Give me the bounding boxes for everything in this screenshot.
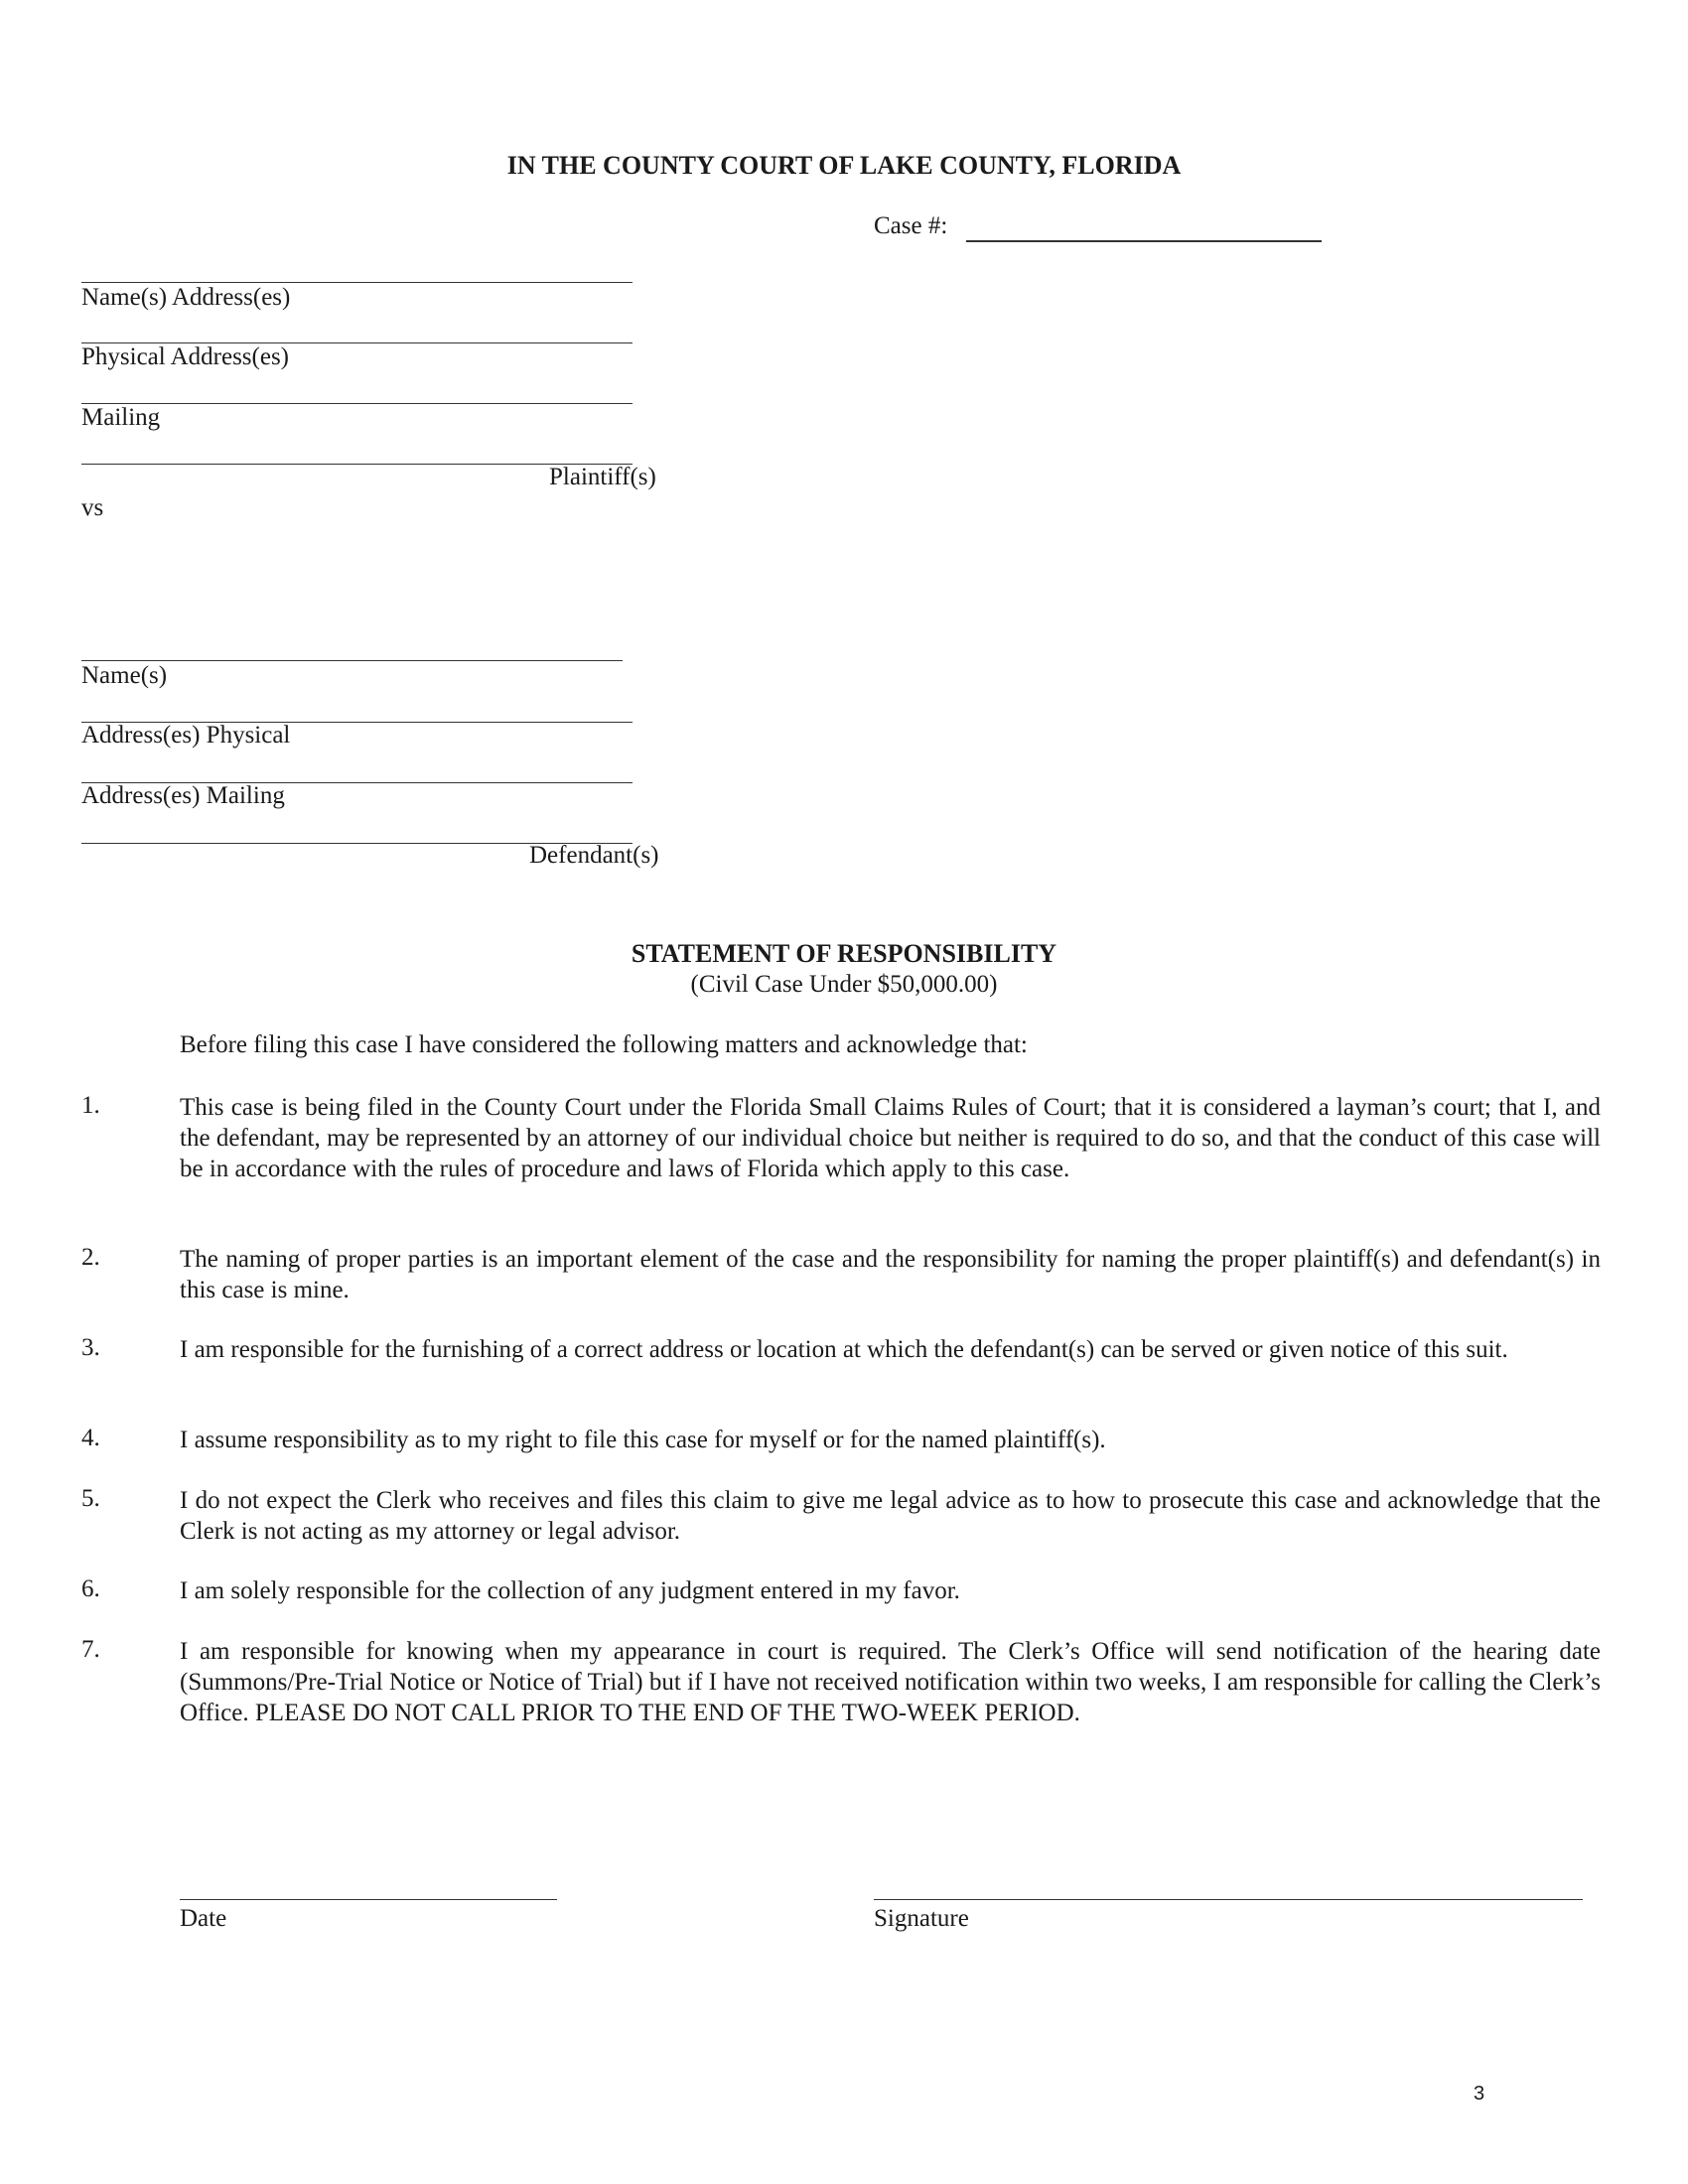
defendant-name-line[interactable] [81, 660, 623, 661]
defendant-line-label: Name(s) [81, 662, 168, 689]
item-number: 7. [81, 1636, 100, 1663]
plaintiff-name-line[interactable] [81, 282, 633, 283]
plaintiff-role-label: Plaintiff(s) [549, 464, 656, 490]
defendant-line-label: Address(es) Mailing [81, 782, 285, 809]
signature-line[interactable] [874, 1899, 1583, 1900]
statement-subtitle: (Civil Case Under $50,000.00) [690, 971, 998, 998]
date-line[interactable] [180, 1899, 557, 1900]
statement-title: STATEMENT OF RESPONSIBILITY [631, 939, 1057, 968]
date-label: Date [180, 1905, 227, 1932]
defendant-line-label: Address(es) Physical [81, 722, 291, 749]
page-number: 3 [1474, 2083, 1485, 2105]
signature-label: Signature [874, 1905, 969, 1932]
item-number: 5. [81, 1485, 100, 1512]
item-number: 6. [81, 1575, 100, 1602]
plaintiff-line-label: Mailing [81, 404, 161, 431]
plaintiff-mailing-line[interactable] [81, 403, 633, 404]
item-text: I am solely responsible for the collection of any judgment entered in my favor. [180, 1577, 960, 1604]
item-number: 3. [81, 1334, 100, 1361]
case-number-label: Case #: [874, 212, 948, 239]
item-number: 4. [81, 1425, 100, 1451]
defendant-role-label: Defendant(s) [529, 842, 659, 869]
plaintiff-line-label: Physical Address(es) [81, 343, 289, 370]
item-number: 1. [81, 1092, 100, 1119]
item-text: I assume responsibility as to my right to file this case for myself or for the named plaintiff(s). [180, 1427, 1106, 1453]
case-number-line[interactable] [966, 240, 1322, 242]
item-text: I am responsible for knowing when my appearance in court is required. The Clerk’s Office will send notification of the hearing date (Summons/Pre-Trial Notice or Notice of Trial) but if I have not received notification within two weeks, I am responsible for calling the Clerk’s Office. PLEASE DO NOT CALL PRIOR TO THE END OF THE TWO-WEEK PERIOD. [180, 1638, 1601, 1726]
item-number: 2. [81, 1244, 100, 1271]
item-text: I do not expect the Clerk who receives and files this claim to give me legal advice as to how to prosecute this case and acknowledge that the Clerk is not acting as my attorney or legal advisor. [180, 1487, 1601, 1545]
item-text: The naming of proper parties is an important element of the case and the responsibility for naming the proper plaintiff(s) and defendant(s) in this case is mine. [180, 1246, 1601, 1303]
item-text: This case is being filed in the County Court under the Florida Small Claims Rules of Court; that it is considered a layman’s court; that I, and the defendant, may be represented by an attorney of our individual choice but neither is required to do so, and that the conduct of this case will be in accordance with the rules of procedure and laws of Florida which apply to this case. [180, 1094, 1601, 1182]
court-title: IN THE COUNTY COURT OF LAKE COUNTY, FLORIDA [506, 151, 1182, 180]
item-text: I am responsible for the furnishing of a correct address or location at which the defendant(s) can be served or given notice of this suit. [180, 1336, 1508, 1363]
vs-label: vs [81, 494, 104, 521]
statement-intro: Before filing this case I have considered the following matters and acknowledge that: [180, 1031, 1028, 1058]
plaintiff-line-label: Name(s) Address(es) [81, 284, 291, 311]
